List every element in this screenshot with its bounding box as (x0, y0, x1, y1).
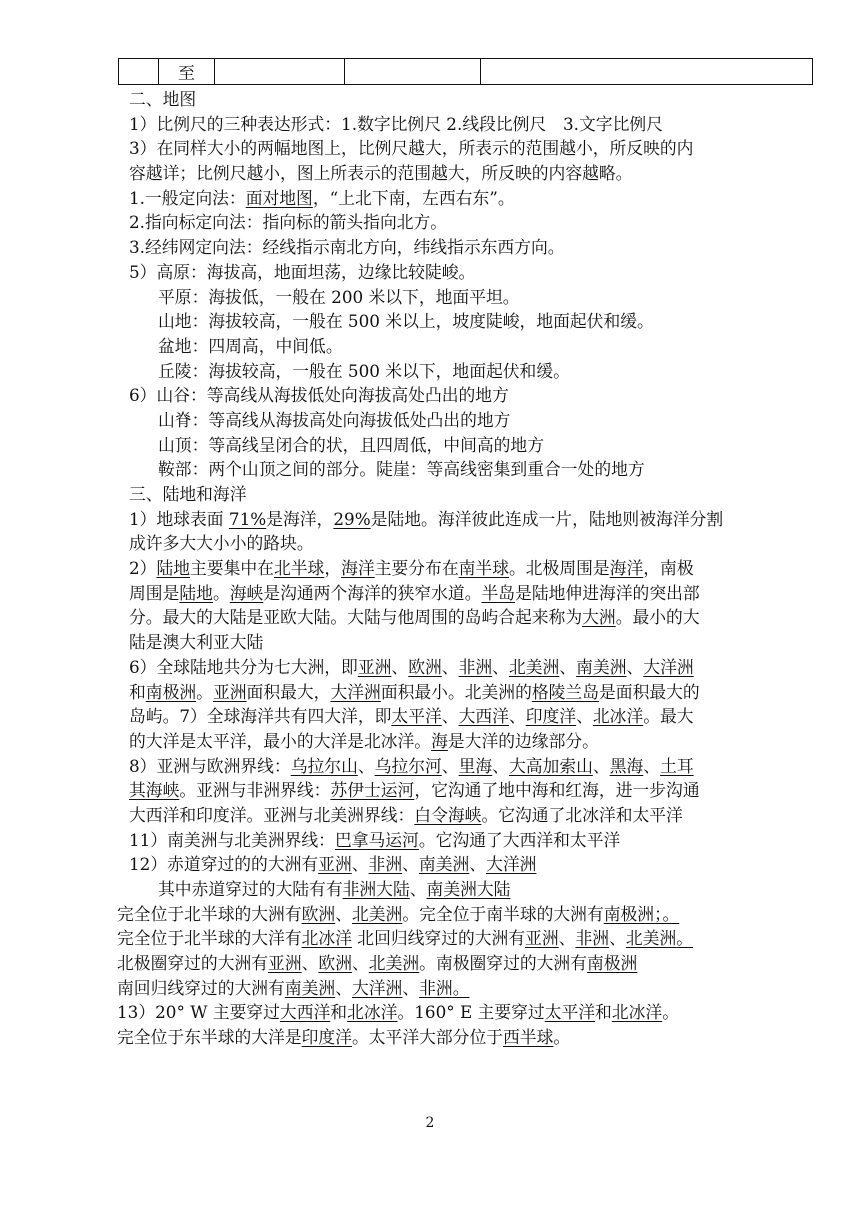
text-line (129, 210, 829, 235)
text-line (117, 1025, 829, 1050)
text-segment: 2.指向标定向法：指向标的箭头指向北方。 (129, 212, 448, 233)
text-line (129, 581, 829, 606)
text-segment: 面积最大， (246, 681, 331, 702)
underlined-term: 格陵兰岛 (531, 681, 599, 702)
underlined-term: 。 (676, 928, 694, 949)
underlined-term: 欧洲 (408, 656, 442, 677)
text-line (117, 1000, 829, 1025)
underlined-term: 大高加索山 (508, 755, 593, 776)
text-line (129, 309, 829, 334)
text-segment: 5）高原：海拔高，地面坦荡，边缘比较陡峻。 (129, 261, 476, 282)
text-line (129, 285, 829, 310)
text-segment: 6）山谷：等高线从海拔低处向海拔高处凸出的地方 (129, 385, 509, 406)
underlined-term: 海峡 (229, 582, 264, 603)
text-line (117, 951, 829, 976)
underlined-term: 欧洲 (318, 953, 352, 974)
underlined-term: 海洋 (341, 558, 375, 579)
text-line (129, 408, 829, 433)
text-segment: 、 (576, 706, 593, 727)
underlined-term: 北冰洋 (611, 1002, 663, 1023)
text-segment: 、 (409, 879, 427, 899)
text-segment: 是面积最大的 (599, 681, 700, 702)
text-segment: 。北极周围是 (508, 558, 610, 579)
underlined-term: 面对地图 (245, 187, 313, 208)
underlined-term: 北冰洋 (347, 1002, 398, 1023)
text-segment: 成许多大大小小的路块。 (129, 533, 314, 554)
text-segment: 周围是 (129, 582, 180, 603)
text-segment: 、 (441, 706, 459, 727)
text-segment: 13）20° W 主要穿过 (117, 1002, 280, 1023)
text-line (117, 976, 829, 1001)
underlined-term: 非洲 (575, 928, 610, 949)
text-line (129, 556, 829, 581)
text-segment: 、 (592, 755, 610, 776)
underlined-term: 亚洲 (268, 953, 302, 974)
text-segment: 和 (595, 1002, 612, 1023)
text-segment: ，它沟通了地中海和红海，进一步沟通 (414, 780, 700, 801)
underlined-term: 大洋洲 (486, 854, 537, 875)
text-line (129, 334, 829, 359)
table-cell (345, 59, 481, 85)
text-segment: 分。最大的大陆是亚欧大陆。大陆与他周围的岛屿合起来称为 (129, 607, 583, 628)
underlined-term: 其海峡 (129, 780, 180, 801)
text-segment: 1）比例尺的三种表达形式：1.数字比例尺 2.线段比例尺 3.文字比例尺 (129, 113, 663, 134)
text-line (129, 803, 829, 828)
table-cell (481, 59, 813, 85)
text-line (129, 482, 829, 507)
text-segment: 、 (391, 656, 409, 677)
text-segment: 3.经纬网定向法：经线指示南北方向，纬线指示东西方向。 (129, 237, 565, 258)
text-line (129, 457, 829, 482)
underlined-term: 非洲 (419, 977, 453, 998)
underlined-term: 非洲 (458, 656, 493, 677)
text-segment: 盆地：四周高，中间低。 (158, 335, 343, 356)
text-segment: 1）地球表面 (129, 508, 229, 529)
text-segment: 。最大 (643, 706, 694, 727)
text-segment: 、 (335, 903, 352, 924)
text-segment: 12）赤道穿过的的大洲有 (129, 854, 319, 875)
text-segment: 8）亚洲与欧洲界线： (129, 755, 291, 776)
text-segment: 。它沟通了大西洋和太平洋 (418, 829, 621, 850)
underlined-term: 海 (431, 730, 448, 751)
underlined-term: 乌拉尔河 (374, 755, 442, 776)
text-segment: 二、地图 (129, 89, 197, 109)
underlined-term: 29% (333, 508, 371, 529)
text-segment: 是陆地。海洋彼此连成一片，陆地则被海洋分割 (370, 508, 724, 529)
text-segment: ，“上北下南，左西右东”。 (312, 187, 515, 208)
text-segment: 三、陆地和海洋 (129, 484, 247, 504)
underlined-term: 非洲 (368, 854, 403, 875)
table-cell: 至 (159, 59, 215, 85)
text-segment: 。最小的大 (615, 607, 700, 628)
underlined-term: 非洲大陆 (342, 879, 410, 899)
underlined-term: 半岛 (481, 582, 516, 603)
text-segment: 、 (357, 755, 375, 776)
text-segment: 2） (129, 558, 157, 579)
text-segment: 岛屿。7）全球海洋共有四大洋，即 (129, 706, 392, 727)
text-segment: 11）南美洲与北美洲界线： (129, 829, 335, 850)
text-segment: 完全位于北半球的大洋有 (117, 928, 302, 949)
underlined-term: 南半球 (458, 558, 509, 579)
text-line (129, 112, 829, 137)
text-segment: 南回归线穿过的大洲有 (117, 977, 285, 998)
text-segment: 丘陵：海拔较高，一般在 500 米以下，地面起伏和缓。 (158, 360, 570, 381)
text-segment: 是沟通两个海洋的狭窄水道。 (263, 582, 482, 603)
text-segment: 、 (609, 928, 626, 949)
text-segment: 、 (492, 656, 509, 677)
text-segment: 山顶：等高线呈闭合的状，且四周低，中间高的地方 (158, 434, 544, 455)
text-segment: 。 (196, 681, 213, 702)
underlined-term: 太平洋 (391, 706, 442, 727)
underlined-term: 北冰洋 (592, 706, 644, 727)
text-line (129, 235, 829, 260)
text-line (117, 902, 829, 927)
text-segment: 。 (212, 582, 230, 603)
underlined-term: 亚洲 (357, 656, 392, 677)
underlined-term: 大洋洲 (351, 977, 403, 998)
text-segment: 主要分布在 (374, 558, 459, 579)
page-number: 2 (425, 1115, 435, 1131)
underlined-term: 里海 (458, 755, 493, 776)
text-segment: ， (324, 558, 342, 579)
text-segment: 北回归线穿过的大洲有 (351, 928, 526, 949)
text-segment: 山地：海拔较高，一般在 500 米以上，坡度陡峻，地面起伏和缓。 (158, 311, 654, 332)
text-line (129, 161, 829, 186)
underlined-term: 北美洲 (351, 903, 403, 924)
text-segment: 是陆地伸进海洋的突出部 (515, 582, 700, 603)
underlined-term: 西半球 (503, 1027, 554, 1048)
underlined-term: 欧洲 (301, 903, 336, 924)
text-segment: 、 (352, 953, 369, 974)
text-line (129, 260, 829, 285)
underlined-term: 乌拉尔山 (290, 755, 358, 776)
underlined-term: 巴拿马运河 (334, 829, 419, 850)
underlined-term: 71% (228, 508, 267, 529)
text-segment: 和 (330, 1002, 348, 1023)
text-segment: 、 (335, 977, 352, 998)
text-segment: 。南极圈穿过的大洲有 (419, 953, 587, 974)
underlined-term: 印度洋 (301, 1027, 352, 1048)
text-segment: 其中赤道穿过的大陆有有 (158, 879, 343, 899)
text-segment: 6）全球陆地共分为七大洲，即 (129, 656, 358, 677)
underlined-term: 北冰洋 (301, 928, 352, 949)
underlined-term: 亚洲 (212, 681, 247, 702)
underlined-term: 南美洲 (284, 977, 336, 998)
text-line (129, 680, 829, 705)
document-body (117, 87, 829, 1050)
text-segment: 1.一般定向法： (129, 187, 246, 208)
text-segment: 、 (441, 755, 459, 776)
underlined-term: 土耳 (660, 755, 694, 776)
text-line (129, 630, 829, 655)
text-line (129, 136, 829, 161)
underlined-term: 大洋洲 (643, 656, 694, 677)
underlined-term: 海洋 (609, 558, 644, 579)
underlined-term: 印度洋 (525, 706, 577, 727)
text-segment: 完全位于东半球的大洋是 (117, 1027, 302, 1048)
text-segment: 大西洋和印度洋。亚洲与北美洲界线： (129, 804, 415, 825)
text-segment: 和 (129, 681, 146, 702)
underlined-term: 南美洲大陆 (426, 879, 511, 899)
text-line (129, 433, 829, 458)
text-segment: 。亚洲与非洲界线： (179, 780, 331, 801)
underlined-term: 白令海峡 (414, 804, 482, 825)
text-segment: 、 (508, 706, 526, 727)
text-segment: 、 (558, 928, 576, 949)
text-segment: 、 (441, 656, 459, 677)
text-line (129, 186, 829, 211)
table-cell (215, 59, 345, 85)
text-segment: 、 (351, 854, 369, 875)
underlined-term: 大洲 (582, 607, 616, 628)
underlined-term: 。 (662, 903, 680, 924)
text-line (129, 704, 829, 729)
text-line (129, 605, 829, 630)
text-line (129, 383, 829, 408)
text-segment: 。它沟通了北冰洋和太平洋 (481, 804, 683, 825)
underlined-term: 北美洲 (368, 953, 420, 974)
text-segment: 是海洋， (266, 508, 334, 529)
header-table-row (118, 58, 813, 85)
text-segment: ，南极 (643, 558, 694, 579)
underlined-term: 亚洲 (318, 854, 352, 875)
text-segment: 、 (643, 755, 661, 776)
text-segment: 、 (402, 977, 420, 998)
underlined-term: 北美洲 (508, 656, 560, 677)
text-segment: 面积最小。北美洲的 (380, 681, 532, 702)
underlined-term: 亚洲 (525, 928, 559, 949)
underlined-term: 南美洲 (576, 656, 627, 677)
text-line (129, 87, 829, 112)
underlined-term: ； (654, 903, 663, 924)
text-segment: 是大洋的边缘部分。 (447, 730, 599, 751)
text-segment: 陆是澳大利亚大陆 (129, 632, 264, 653)
text-segment: 北极圈穿过的大洲有 (117, 953, 269, 974)
text-line (129, 531, 829, 556)
underlined-term: 。 (452, 977, 470, 998)
text-line (129, 729, 829, 754)
text-line (117, 926, 829, 951)
text-segment: 、 (469, 854, 487, 875)
text-segment: 容越详；比例尺越小，图上所表示的范围越大，所反映的内容越略。 (129, 163, 633, 184)
underlined-term: 陆地 (156, 558, 191, 579)
underlined-term: 陆地 (179, 582, 213, 603)
text-segment: 。太平洋大部分位于 (351, 1027, 504, 1048)
text-line (129, 877, 829, 902)
underlined-term: 黑海 (609, 755, 644, 776)
text-segment: 3）在同样大小的两幅地图上，比例尺越大，所表示的范围越小，所反映的内 (129, 138, 694, 159)
text-segment: 山脊：等高线从海拔高处向海拔低处凸出的地方 (158, 409, 511, 430)
underlined-term: 南美洲 (418, 854, 470, 875)
underlined-term: 北半球 (273, 558, 325, 579)
text-segment: 、 (402, 854, 419, 875)
text-segment: 。 (662, 1002, 679, 1023)
underlined-term: 大洋洲 (330, 681, 381, 702)
underlined-term: 太平洋 (544, 1002, 596, 1023)
underlined-term: 苏伊士运河 (330, 780, 415, 801)
underlined-term: 大西洋 (279, 1002, 331, 1023)
text-line (129, 359, 829, 384)
text-line (129, 852, 829, 877)
underlined-term: 大西洋 (458, 706, 509, 727)
underlined-term: 南极洲 (145, 681, 197, 702)
text-line (129, 754, 829, 779)
text-segment: 、 (492, 755, 509, 776)
text-segment: 、 (301, 953, 319, 974)
text-segment: 完全位于北半球的大洲有 (117, 903, 302, 924)
underlined-term: 南极洲 (603, 903, 655, 924)
text-segment: 鞍部：两个山顶之间的部分。陡崖：等高线密集到重合一处的地方 (158, 459, 645, 480)
underlined-term: 北美洲 (625, 928, 677, 949)
text-segment: 。160° E 主要穿过 (397, 1002, 545, 1023)
text-line (129, 778, 829, 803)
text-segment: 平原：海拔低，一般在 200 米以下，地面平坦。 (158, 286, 520, 307)
text-segment: 的大洋是太平洋，最小的大洋是北冰洋。 (129, 730, 432, 751)
text-line (129, 828, 829, 853)
text-segment: 。完全位于南半球的大洲有 (402, 903, 604, 924)
text-segment: 主要集中在 (190, 558, 274, 579)
text-segment: 、 (626, 656, 644, 677)
text-line (129, 655, 829, 680)
underlined-term: 南极洲 (586, 953, 638, 974)
text-line (129, 507, 829, 532)
text-segment: 、 (559, 656, 577, 677)
text-segment: 。 (553, 1027, 571, 1048)
table-cell (119, 59, 159, 85)
